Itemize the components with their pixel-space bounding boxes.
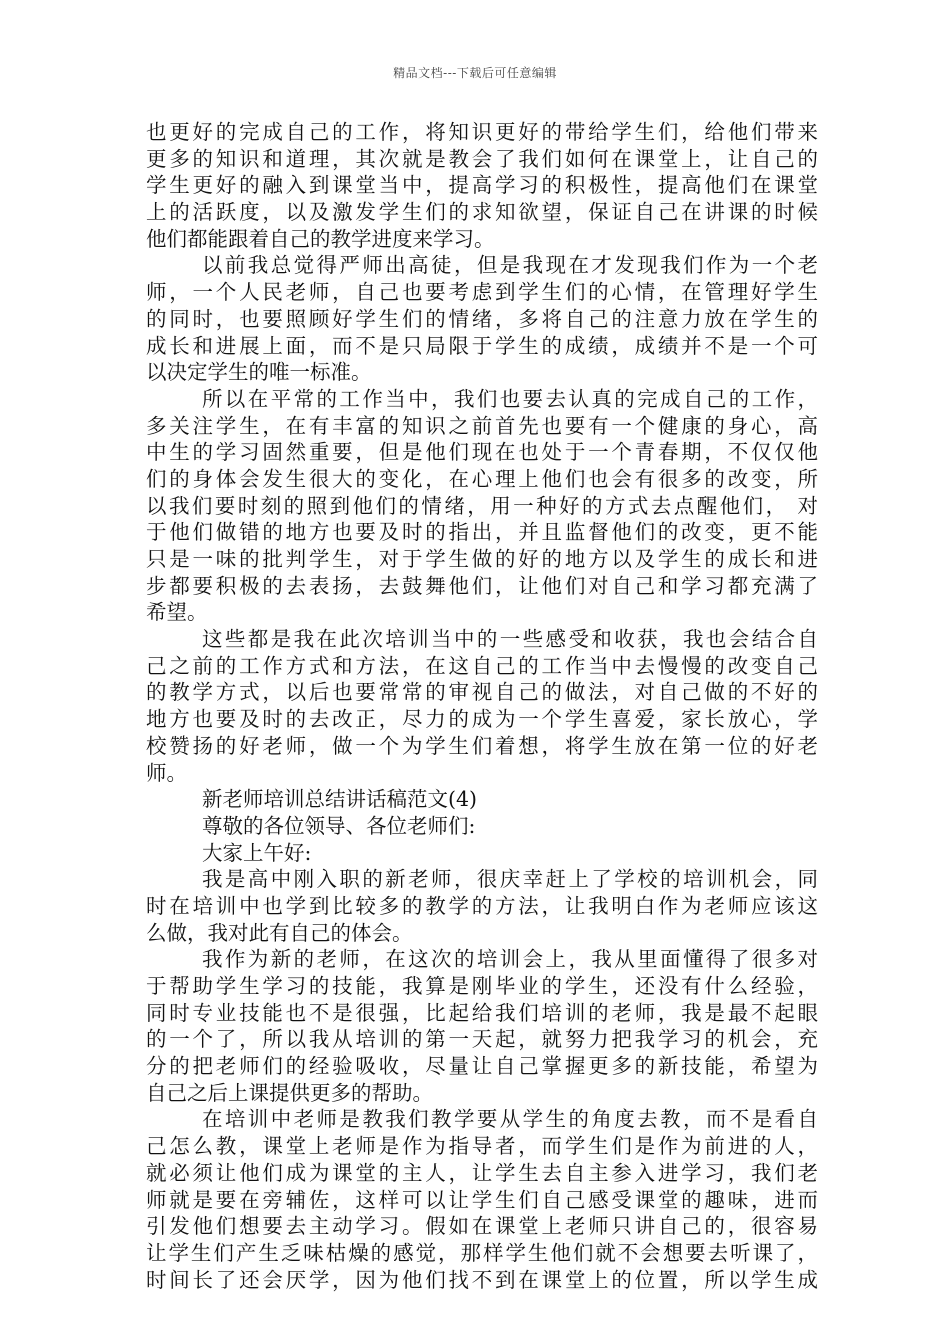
document-body [146,119,818,1293]
text-line: 时间长了还会厌学，因为他们找不到在课堂上的位置，所以学生成 [146,1267,818,1292]
text-line: 希望。 [146,600,208,625]
text-line: 于他们做错的地方也要及时的指出，并且监督他们的改变，更不能 [146,520,818,545]
text-line: 时在培训中也学到比较多的教学的方法，让我明白作为老师应该这 [146,893,818,918]
text-line: 只是一味的批判学生，对于学生做的好的地方以及学生的成长和进 [146,547,818,571]
page-header: 精品文档---下载后可任意编辑 [393,66,557,80]
text-line: 我是高中刚入职的新老师，很庆幸赶上了学校的培训机会，同 [202,867,818,892]
text-line: 自己之后上课提供更多的帮助。 [146,1080,433,1105]
text-line: 多关注学生，在有丰富的知识之前首先也要有一个健康的身心，高 [146,413,818,438]
text-line: 以前我总觉得严师出高徒，但是我现在才发现我们作为一个老 [202,253,818,278]
text-line: 我作为新的老师，在这次的培训会上，我从里面懂得了很多对 [202,947,818,972]
text-line: 分的把老师们的经验吸收，尽量让自己掌握更多的新技能，希望为 [146,1054,818,1079]
text-line: 更多的知识和道理，其次就是教会了我们如何在课堂上，让自己的 [146,146,818,171]
text-line: 他们都能跟着自己的教学进度来学习。 [146,226,495,251]
text-line: 地方也要及时的去改正，尽力的成为一个学生喜爱，家长放心，学 [146,707,818,732]
text-line: 校赞扬的好老师，做一个为学生们着想，将学生放在第一位的好老 [146,733,818,758]
text-line: 么做，我对此有自己的体会。 [146,920,413,945]
text-line: 师就是要在旁辅佐，这样可以让学生们自己感受课堂的趣味，进而 [146,1187,818,1212]
text-line: 学生更好的融入到课堂当中，提高学习的积极性，提高他们在课堂 [146,173,818,198]
text-line: 引发他们想要去主动学习。假如在课堂上老师只讲自己的，很容易 [146,1214,818,1239]
text-line: 的一个了，所以我从培训的第一天起，就努力把我学习的机会，充 [146,1027,818,1052]
text-line: 这些都是我在此次培训当中的一些感受和收获，我也会结合自 [202,627,818,652]
text-line: 己怎么教，课堂上老师是作为指导者，而学生们是作为前进的人， [146,1134,818,1159]
text-line: 以我们要时刻的照到他们的情绪，用一种好的方式去点醒他们， 对 [146,493,818,518]
text-line: 的教学方式，以后也要常常的审视自己的做法，对自己做的不好的 [146,680,818,705]
text-line: 同时专业技能也不是很强，比起给我们培训的老师，我是最不起眼 [146,1000,818,1025]
text-line: 的同时，也要照顾好学生们的情绪，多将自己的注意力放在学生的 [146,306,818,331]
text-line: 在培训中老师是教我们教学要从学生的角度去教，而不是看自 [202,1107,818,1132]
text-line: 步都要积极的去表扬，去鼓舞他们，让他们对自己和学习都充满了 [146,573,818,598]
text-line: 新老师培训总结讲话稿范文(4) [202,787,478,812]
text-line: 尊敬的各位领导、各位老师们: [202,813,476,838]
text-line: 中生的学习固然重要，但是他们现在也处于一个青春期，不仅仅他 [146,440,818,465]
text-line: 以决定学生的唯一标准。 [146,360,372,385]
text-line: 于帮助学生学习的技能，我算是刚毕业的学生，还没有什么经验， [146,974,818,998]
text-line: 大家上午好: [202,840,312,865]
text-line: 成长和进展上面，而不是只局限于学生的成绩，成绩并不是一个可 [146,333,818,358]
text-line: 己之前的工作方式和方法，在这自己的工作当中去慢慢的改变自己 [146,653,818,678]
text-line: 师。 [146,760,187,785]
text-line: 师，一个人民老师，自己也要考虑到学生们的心情，在管理好学生 [146,280,818,305]
text-line: 所以在平常的工作当中，我们也要去认真的完成自己的工作， [202,386,818,411]
text-line: 上的活跃度，以及激发学生们的求知欲望，保证自己在讲课的时候 [146,200,818,225]
text-line: 就必须让他们成为课堂的主人，让学生去自主参入进学习，我们老 [146,1160,818,1185]
text-line: 让学生们产生乏味枯燥的感觉，那样学生他们就不会想要去听课了， [146,1240,818,1265]
text-line: 们的身体会发生很大的变化，在心理上他们也会有很多的改变，所 [146,466,818,491]
text-line: 也更好的完成自己的工作，将知识更好的带给学生们，给他们带来 [146,120,818,144]
